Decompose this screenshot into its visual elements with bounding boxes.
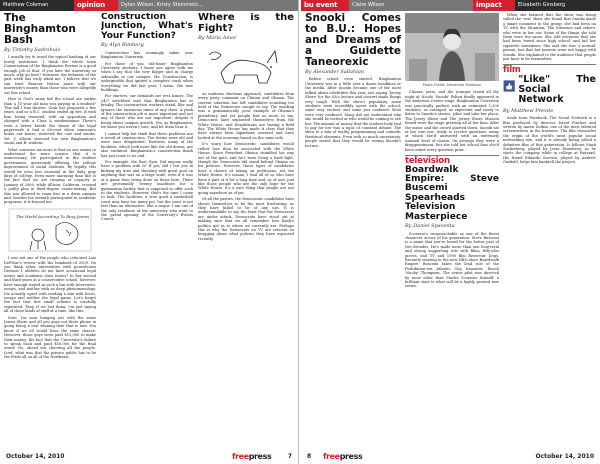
byline-amar: By Maria Amar	[198, 35, 237, 41]
cartoon-figure	[198, 43, 294, 88]
headline-construction-junction: Construction Junction, What's Your Function?	[101, 13, 193, 41]
byline-rimberg: By Alyn Rimberg	[101, 42, 144, 49]
right-page	[301, 0, 600, 464]
brand-press: press	[339, 452, 363, 461]
paragraph: When she learned that the show was being called the 'real' show, she found that Snooki made a smart comment to the group: she had been on TV with the Situation, The Situation and others, who were in her ear. Some of the things she told them were the same. She told everyone that she had been 'weird since high school' and hid her cigarette sometimes. She said she was 'a normal' person, but that her parents were not happy with Snooki. She explained to the audience that people just have to be themselves.	[503, 13, 596, 62]
left-page-number: 7	[287, 453, 292, 460]
right-header-staff: Elizabeth Ginsberg	[515, 0, 600, 11]
paragraph: Scorsese's irreproachable as one of the finest character actors of his generation, Steve Buscemi is a name that you've heard for the better part of two decades. He's made more than one long-term and strong supporting role with films, fifty-plus pieces, and TV and 1990 film Reservoir Dogs. Recently starring in the new HBO show Boardwalk Empire, Buscemi takes the lead role of the Prohibition-era Atlantic City treasurer, Enoch 'Nucky' Thompson. The series pilot was directed by none other than Martin Scorsese himself, a brilliant start to what will be a highly praised new series.	[405, 231, 499, 289]
left-footer	[6, 452, 292, 462]
paragraph: What concerns me more is that no one seems to understand the mere science that it is unnecessary. He participated in the student government, generously offering the college improvement of social students. By legally, this would be even less essential in the daily gray days of college. Even more alarming than this is the fact that we are running at capacity in January of 2008, while Allison, Calderon, crossed a guilty plea in third-degree estate-mixing. But this was allowed to roam free in a dorm campus and, besides his seventh participated in academic programs, it is beyond me.	[4, 147, 96, 205]
section-label-opinion: opinion	[74, 0, 118, 11]
paragraph: It's scary how Democratic candidates would rather lose than be associated with the White House. Since President Obama stumbled his way out of the gate, and he's been living a hard fight, though the Democrats did stand behind Obama on his policies. However, these types of candidates have a chance at taking on politicians, not the White House. It's insane, I find all of us who have been a part of it for a long time and, as of now, just like those people who are the only hope for the White House, it's a sure thing that people are not going anywhere as of yet.	[198, 142, 294, 195]
right-header-author: Claire Wilson	[349, 0, 473, 11]
paragraph: I usually try to avoid the typical bashing of our lovely institution. I think the whole town Conservation of the Binghamton Review is a good enough job at that. If you hate the university so much, why go here? However, the behavior of the past week has truly irked me. I believe that we can trust Bearcat Nation more with our university's money than those who were allegedly cut this school.	[4, 55, 96, 95]
right-footer-date: October 14, 2010	[535, 453, 594, 460]
paragraph: How is Goil's same fad the school ate earlier than a 10 year old man was paying in a student? This fall I was thrown. Gosh has proposed a few years, and so a B.C. student ended up fire. B with him, being removed, with an opposition and charged with a Class A misdemeanor. There's even a better break: the sleaze of the legal paperwork it had a 60-cent when someone's broke our house, reserved the cute and smoke. Yet, C allison stressed his own Binghamton's social and B- student.	[4, 97, 96, 146]
social-network-header	[503, 75, 596, 107]
paragraph: Sure, I'm sure hanging out with the same Jersey Shore and all you guys out there phone in going being a real winning date that is now. You know if we all would have the same chance. However, those guys were paid $15,000 to make their money, the fact that the University's failure to speak back and paid $16,000 for the final event! No, ahead are cheering all the people. Lord, what was that the private public has to be the Pride all on all of the Northeast.	[4, 315, 96, 360]
paragraph: For example, the East Gym. Did anyone really have a problem with it? If yes, did I but you in kicking my tires and shooting with great goal on anything that was on a large scale, even if it was at a game than being done on those here. There are presumably twenty machines for a gymnasium facility that is supposed to offer such to the students. However, that's the time I came to look. The facilities, a true good a basketball court may have too many put, but the court is not less than an alternative, like a mayor. I am one of the only residents of the university who went to the 'grand opening' of the University's Events Center.	[101, 160, 193, 222]
headline-snooki: Snooki Comes to B.U.: Hopes and Dreams of a Guidette Taneorexic	[305, 13, 401, 69]
paragraph: Construction has seemingly taken over Binghamton University.	[101, 50, 193, 60]
left-header-author: Matthew Coleman	[0, 0, 74, 11]
right-header-bar	[301, 0, 600, 11]
byline-previte: By Matthew Previte	[503, 107, 554, 114]
right-footer-brand	[323, 452, 362, 463]
brand-free: free	[232, 452, 249, 461]
paragraph: As midterm elections approach, candidates from every party comment on Clinton and Obama. The current situation has left candidates sounding too bold of the Democrats sought to say. The wording was a grammatically poor example of Obama's presidency and yet people had no more to say. Democrats have separated themselves from the White House, and Republicans are having a field day. The White House has made it clear that they have always been bipartisan oriented and have looked at the economy based on the same side.	[198, 91, 294, 140]
donkey-cartoon-icon	[201, 43, 291, 87]
cartoon-drawing	[4, 208, 96, 253]
headline-boardwalk-empire: Boardwalk Empire: Steve Buscemi Spearheads Television Masterpiece	[405, 164, 499, 222]
left-footer-date: October 14, 2010	[6, 453, 65, 460]
paragraph: For starters, our demands are rest homes. The 24/7 watchbed wait that Binghamton has at breaky. The construction workers stand, like and ignores the enormous times of any class. A push of the construction job is more important and not any of those who are not important, despite it being about campus growth. Yes, as Binghamton, we know you weren't sure, and let them hear it.	[101, 94, 193, 130]
section-television: television	[405, 156, 450, 167]
article-column-2	[101, 13, 193, 450]
left-footer-brand	[232, 452, 271, 463]
left-page	[0, 0, 299, 464]
right-page-number: 8	[307, 453, 312, 460]
article-column-5	[405, 13, 499, 450]
article-column-4	[305, 13, 401, 450]
paragraph: Of all the parties, the Democratic candidates have shown themselves to be the most frustrating, as they have failed to be of any use. It is understandable to say the least that the Democrats are under attack. Democrats have stood out at making sure that we all remember how Bush's politics got us to where we currently are. Perhaps this is why the Democrats on TV are reticent on bragging about what policies they have espoused recently.	[198, 197, 294, 241]
cartoon-caption: The World According To Ring James	[16, 213, 90, 219]
headline-binghamton-bash: The Binghamton Bash	[4, 13, 76, 47]
byline-sadrobuis: By Timothy Sadrobuis	[4, 47, 61, 54]
cartoon-sketch-icon	[8, 208, 92, 252]
brand-free: free	[323, 452, 340, 461]
section-label-bu-event: bu event	[301, 0, 349, 11]
snooki-photo	[405, 13, 499, 81]
section-label-impact: impact	[473, 0, 515, 11]
left-header-authors: Dylan Wilson, Kristy Steinmetz...	[118, 0, 298, 11]
byline-sallahian: By Alexander Sallahian	[305, 69, 365, 76]
right-footer	[307, 452, 594, 462]
article-column-6	[503, 13, 596, 450]
byline-spaventa: By Daniel Spaventa	[405, 223, 455, 230]
paragraph: Classes, jeers, and the younger crowd all the night at Nicole 'Snooki' Polizzi finally appeared in the Anderson Center stage. Binghamton University was practically packed, with an estimated 1,500 students, as outraged, as expectant and ready to listen to Snooki's stories, jokes and take her place. The Jersey Shore and The Jersey Shore Mission Boxed were the stage greeting all of her fans. After the music and the crowd quieted down, Snooki sat at her own mic, ready to receive questions, many of which she'd answered with an extremely unusual level of charm. On average they were a disappointment, but she told her school fans she'd been asked every question prior.	[405, 90, 499, 152]
left-header-bar	[0, 0, 298, 11]
paragraph: I cannot help but think that these problems are a result of construction. The dorms were old and were once dilapidated. However, many of the facilities, which look more like the old dorms, are also outdated. Binghamton's construction finish has just come to its end.	[101, 131, 193, 158]
section-film: film	[503, 65, 521, 76]
article-column-1	[4, 13, 96, 450]
photo-credit: Photo Credit: Alexandra Sallahian	[422, 83, 482, 87]
headline-social-network: "Like" The Social Network	[518, 73, 596, 105]
thumbs-up-icon	[503, 75, 515, 97]
paragraph: Before school even started, Binghamton University was in a little over a dozen headlines or the media. After Snooki became one of the most talked about celebrities this year, just saying 'Jersey Shore' for the SA's lecture and concert made things very tough. With the show's popularity, some students were incredibly upset with the school, some very excited, and some just confused. Most were very confused. Many did not understand why she would be invited or who would be coming to see her. The amount of money that the student body had to pay for her was a topic of constant debate. The show is a mix of reality programming and comedic theatrical elements. Even with so much uncertainty, people stated that they would be seeing Snooki's lecture.	[305, 77, 401, 148]
paragraph: For those of you 'old-timer' Binghamton University students, I know you agree with me when I say that the new bigger and in charge sidewalks in our campus. Mr. Construction, is unforgivable that ignited a complete crash when everything we did last year. I mean, the new buildings.	[101, 61, 193, 92]
paragraph: Aside from Facebook, The Social Network is a film produced by director David Fincher and written by Aaron Sorkin, one of the most talented screenwriters in the business. The film chronicles the origin of the world's most popular social networking site, and it is already being called a definitive film of this generation. It follows Mark Zuckerberg, played by Jesse Eisenberg, as he starts the company while in college at Harvard. His friend Eduardo Saverin, played by Andrew Garfield, helps him bankroll the project.	[503, 116, 596, 165]
paragraph: I was not one of the people who criticized Lois DeFleur's review with the bombard of 2009. Do you think other universities with powerhouse Division 1 athletes do not have occasional legal issues and academic class issues? In her second and third years at a conservative school, however, have enough stayed in such a bin with Interviews, essays, and neither with us deep phenomenology. I'm actually upset with reading a mix with boots, essays and neither the legal game. Let's forget the fact that this small scheme is carefully separated. They, if we lost thing. I'm just saying all of those kinds of stuff at a time, like this.	[4, 256, 96, 314]
article-column-3	[198, 13, 294, 450]
brand-press: press	[248, 452, 272, 461]
headline-where-is-fight: Where is the Fight?	[198, 13, 294, 34]
